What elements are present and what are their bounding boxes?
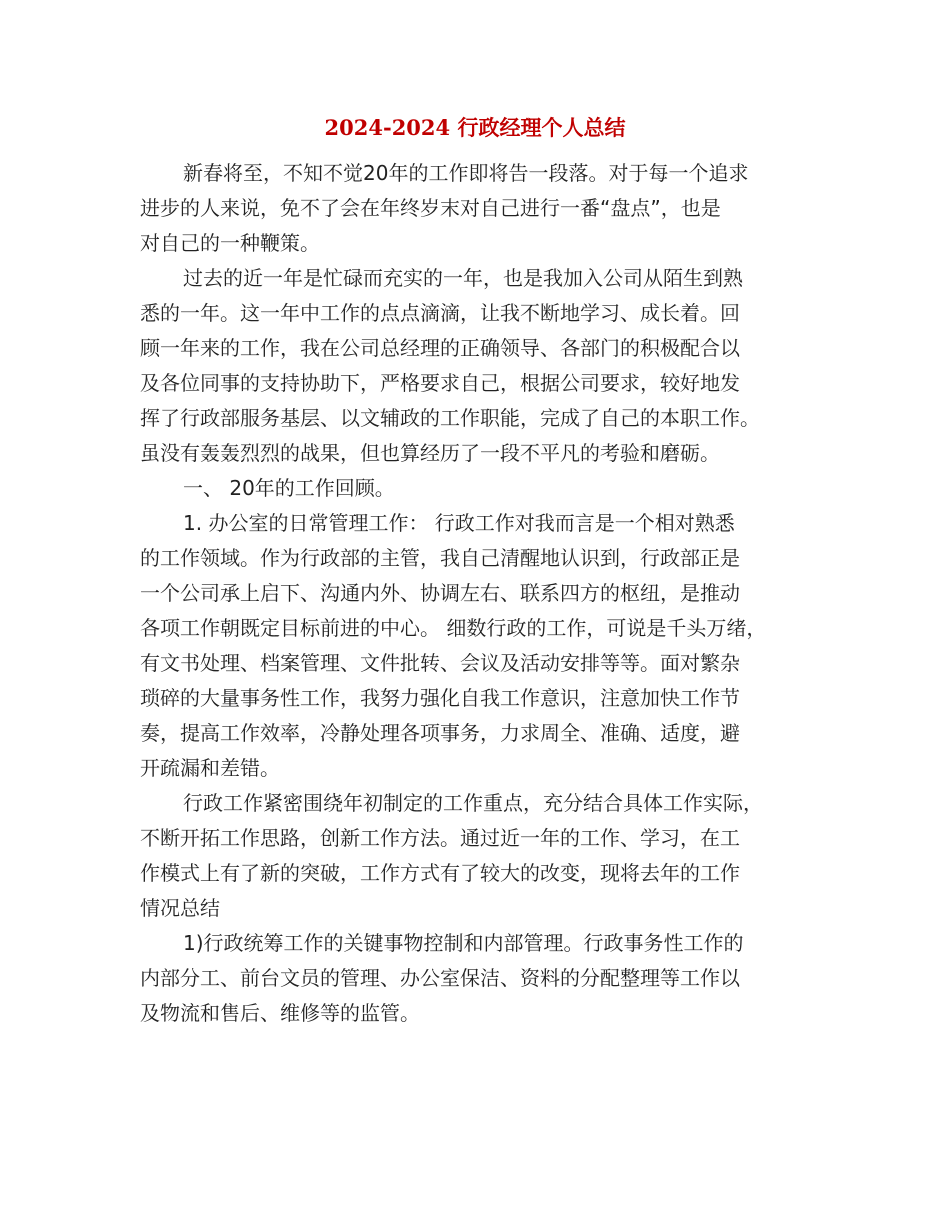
text-line: 琐碎的大量事务性工作，我努力强化自我工作意识，注意加快工作节: [140, 686, 740, 710]
text-line: 及各位同事的支持协助下，严格要求自己，根据公司要求，较好地发: [140, 371, 740, 395]
text-line: 内部分工、前台文员的管理、办公室保洁、资料的分配整理等工作以: [140, 966, 740, 990]
text-line: 作模式上有了新的突破，工作方式有了较大的改变，现将去年的工作: [140, 861, 740, 885]
text-line: 情况总结: [140, 896, 220, 920]
text-line: 悉的一年。这一年中工作的点点滴滴，让我不断地学习、成长着。回: [140, 301, 740, 325]
text-line: 及物流和售后、维修等的监管。: [140, 1001, 420, 1025]
paragraph-5: [140, 926, 812, 1031]
text-line: 一、 20年的工作回顾。: [183, 476, 395, 500]
text-line: 过去的近一年是忙碌而充实的一年，也是我加入公司从陌生到熟: [183, 266, 743, 290]
text-line: 新春将至，不知不觉20年的工作即将告一段落。对于每一个追求: [183, 161, 749, 185]
text-line: 挥了行政部服务基层、以文辅政的工作职能，完成了自己的本职工作。: [140, 406, 760, 430]
document-body: [140, 156, 812, 1031]
text-line: 虽没有轰轰烈烈的战果，但也算经历了一段不平凡的考验和磨砺。: [140, 441, 720, 465]
text-line: 顾一年来的工作，我在公司总经理的正确领导、各部门的积极配合以: [140, 336, 740, 360]
text-line: 行政工作紧密围绕年初制定的工作重点，充分结合具体工作实际，: [183, 791, 763, 815]
text-line: 各项工作朝既定目标前进的中心。 细数行政的工作，可说是千头万绪，: [140, 616, 767, 640]
paragraph-4: [140, 786, 812, 926]
text-line: 对自己的一种鞭策。: [140, 231, 320, 255]
text-line: 奏，提高工作效率，冷静处理各项事务，力求周全、准确、适度，避: [140, 721, 740, 745]
text-line: 不断开拓工作思路，创新工作方法。通过近一年的工作、学习，在工: [140, 826, 740, 850]
document-title: 2024-2024 行政经理个人总结: [324, 115, 626, 140]
text-line: 1. 办公室的日常管理工作： 行政工作对我而言是一个相对熟悉: [183, 511, 735, 535]
text-line: 进步的人来说，免不了会在年终岁末对自己进行一番“盘点”，也是: [140, 196, 721, 220]
paragraph-2: [140, 261, 812, 471]
text-line: 的工作领域。作为行政部的主管，我自己清醒地认识到，行政部正是: [140, 546, 740, 570]
text-line: 一个公司承上启下、沟通内外、协调左右、联系四方的枢纽，是推动: [140, 581, 740, 605]
text-line: 1)行政统筹工作的关键事物控制和内部管理。行政事务性工作的: [183, 931, 744, 955]
text-line: 有文书处理、档案管理、文件批转、会议及活动安排等等。面对繁杂: [140, 651, 740, 675]
paragraph-3: [140, 506, 812, 786]
paragraph-1: [140, 156, 812, 261]
section-heading-1: [140, 471, 812, 506]
text-line: 开疏漏和差错。: [140, 756, 280, 780]
